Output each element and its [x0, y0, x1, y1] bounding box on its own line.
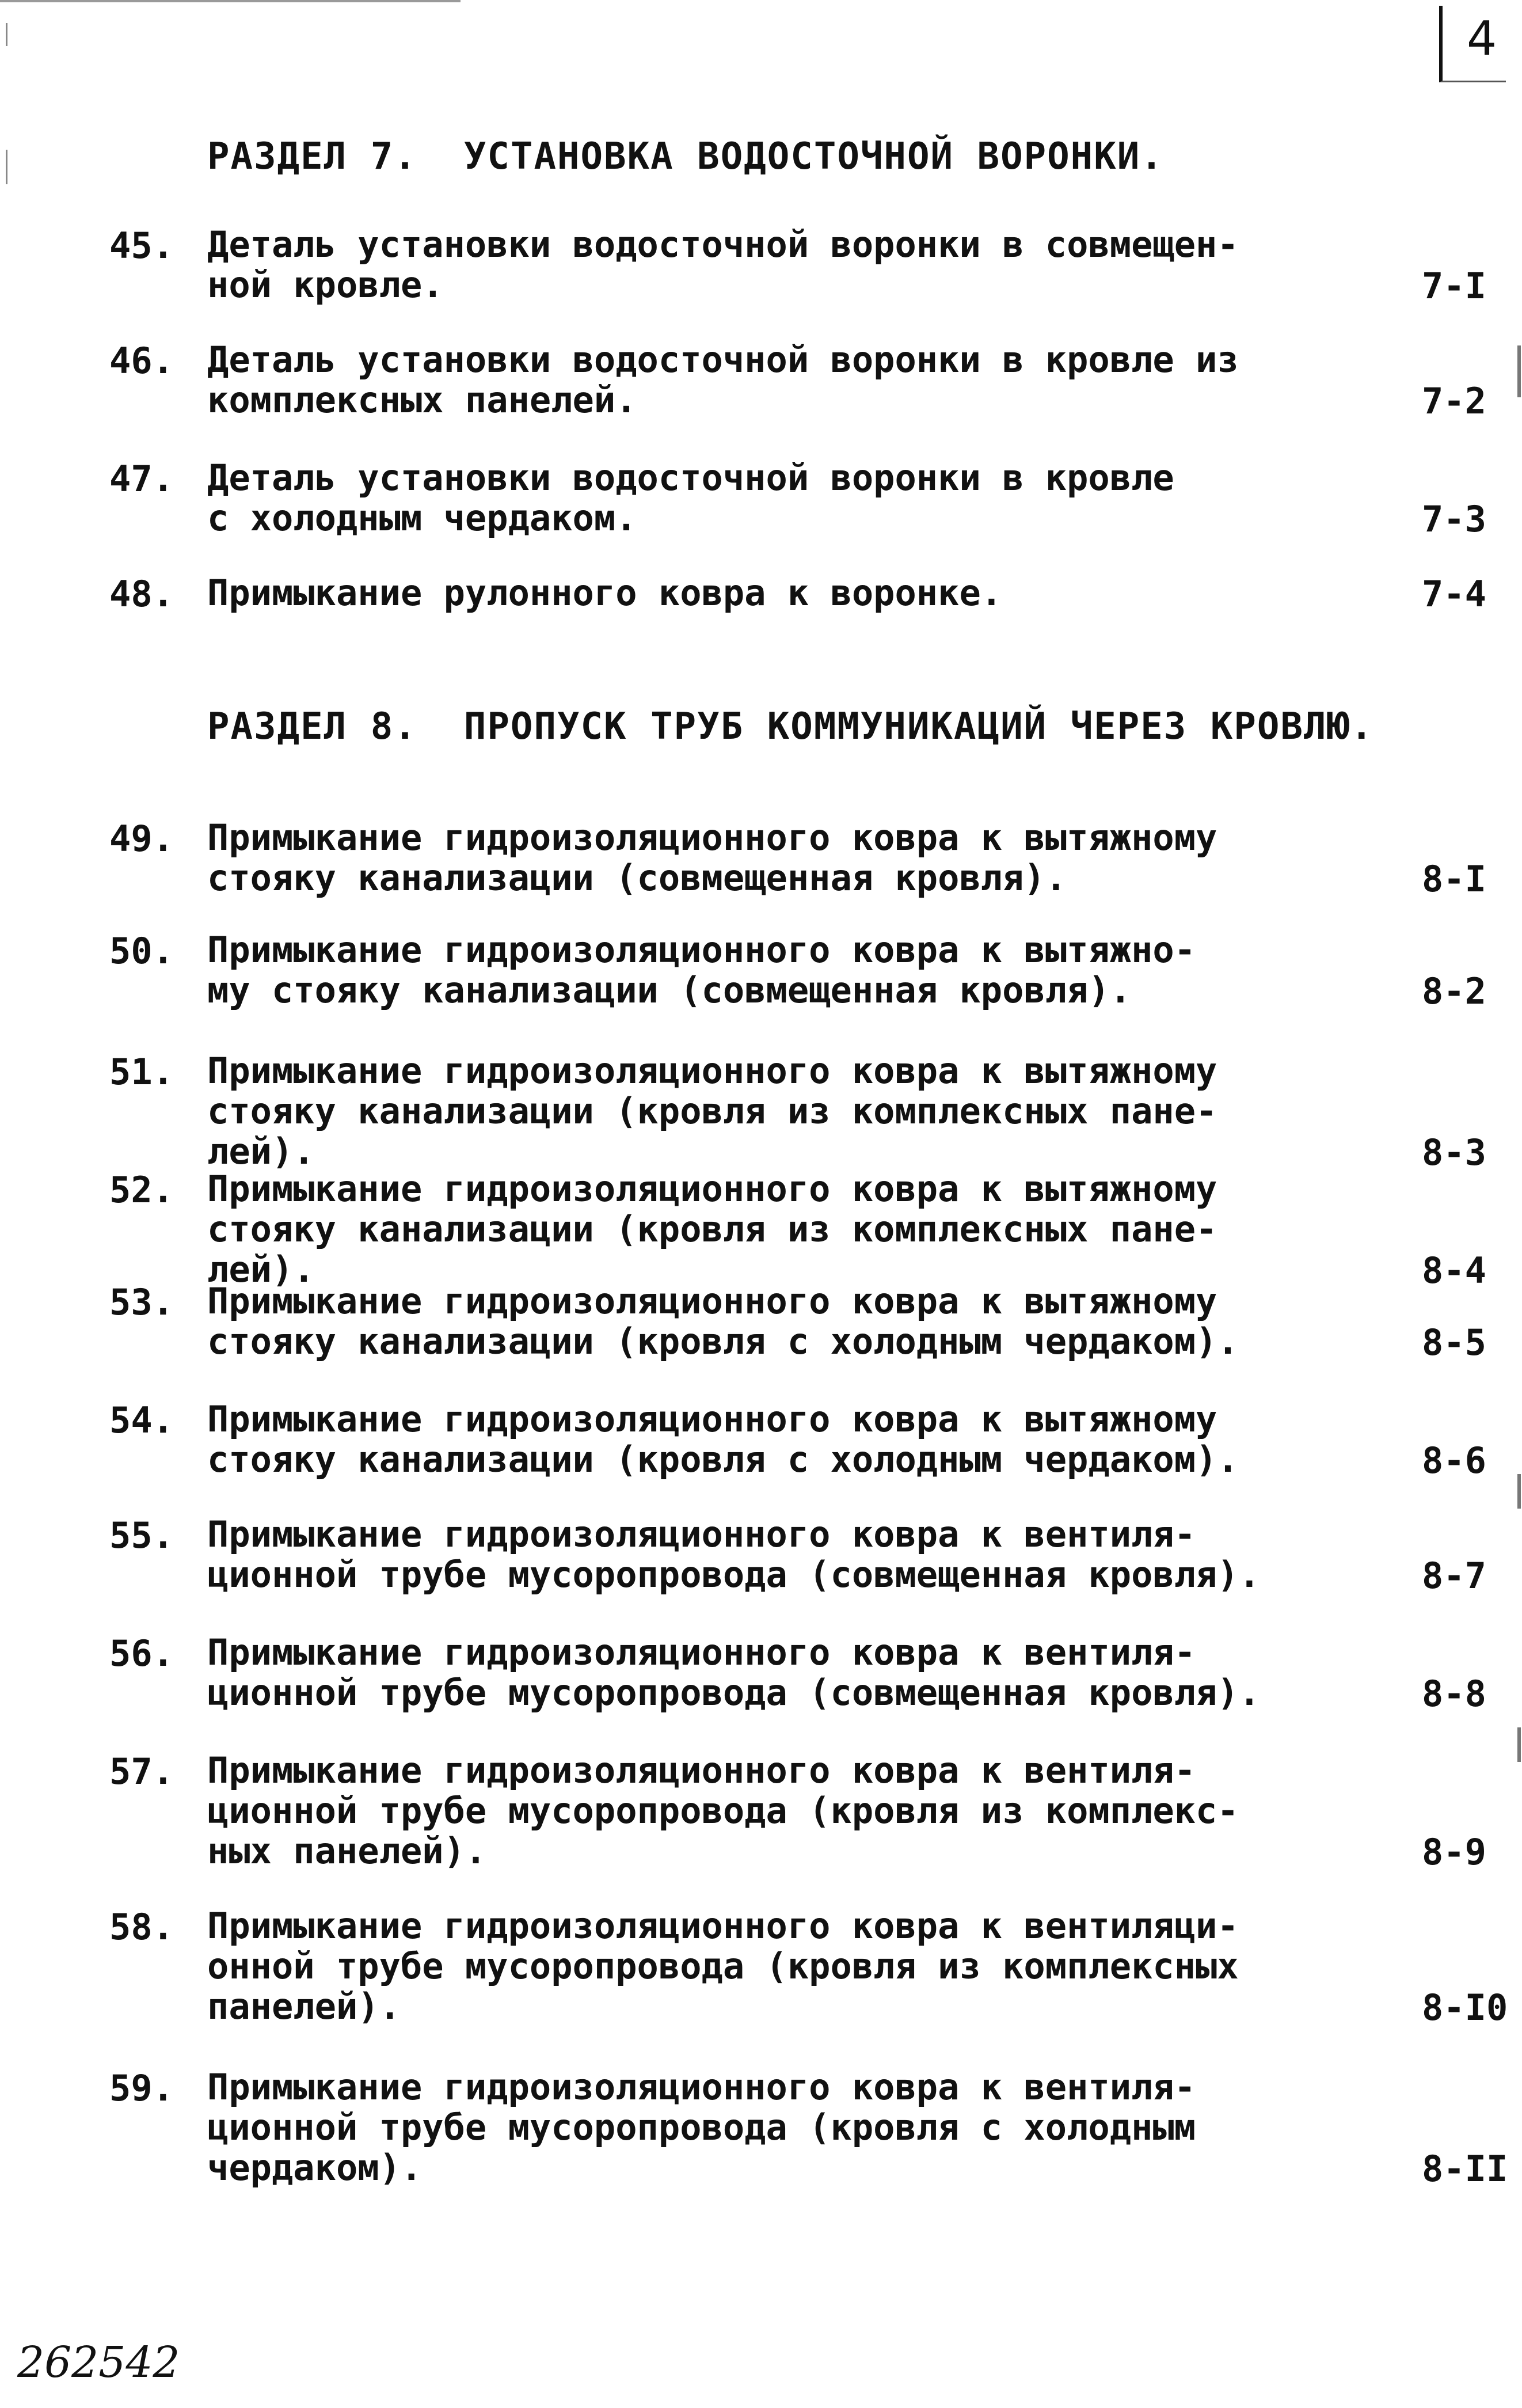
entry-title-line: Примыкание гидроизоляционного ковра к вентиля-: [207, 2066, 1196, 2108]
entry-title-line: Примыкание гидроизоляционного ковра к вытяжному: [207, 1280, 1217, 1322]
entry-sheet-code: 8-2: [1422, 970, 1486, 1012]
entry-title-line: Примыкание гидроизоляционного ковра к вентиля-: [207, 1631, 1196, 1673]
scan-artifact-left: [6, 23, 7, 46]
page-number: 4: [1467, 12, 1497, 66]
scan-artifact-right: [1517, 1727, 1521, 1762]
entry-title-line: Примыкание гидроизоляционного ковра к вентиля-: [207, 1513, 1196, 1555]
entry-title-line: ной кровле.: [207, 264, 444, 306]
entry-sheet-code: 8-9: [1422, 1831, 1486, 1873]
entry-number: 48.: [109, 573, 174, 615]
entry-number: 54.: [109, 1399, 174, 1441]
entry-title-line: стояку канализации (кровля из комплексных пане-: [207, 1208, 1217, 1250]
scan-artifact-left: [6, 150, 7, 184]
entry-title-line: Примыкание гидроизоляционного ковра к вентиляци-: [207, 1905, 1239, 1947]
entry-sheet-code: 8-6: [1422, 1440, 1486, 1482]
entry-title-line: Примыкание гидроизоляционного ковра к вентиля-: [207, 1749, 1196, 1791]
entry-number: 56.: [109, 1632, 174, 1674]
entry-number: 45.: [109, 225, 174, 267]
entry-title-line: онной трубе мусоропровода (кровля из комплексных: [207, 1945, 1239, 1987]
entry-title-line: Примыкание гидроизоляционного ковра к вытяжному: [207, 1168, 1217, 1210]
entry-title-line: Примыкание гидроизоляционного ковра к вытяжному: [207, 1050, 1217, 1092]
section-header: РАЗДЕЛ 8. ПРОПУСК ТРУБ КОММУНИКАЦИЙ ЧЕРЕЗ КРОВЛЮ.: [207, 705, 1374, 748]
entry-number: 46.: [109, 340, 174, 382]
entry-title-line: ционной трубе мусоропровода (кровля с холодным: [207, 2106, 1196, 2148]
entry-title-line: стояку канализации (совмещенная кровля).: [207, 857, 1067, 899]
entry-sheet-code: 8-7: [1422, 1555, 1486, 1597]
entry-title-line: лей).: [207, 1130, 315, 1172]
entry-title-line: ных панелей).: [207, 1830, 487, 1872]
entry-title-line: стояку канализации (кровля с холодным чердаком).: [207, 1320, 1239, 1362]
entry-number: 55.: [109, 1514, 174, 1556]
entry-sheet-code: 8-II: [1422, 2148, 1508, 2190]
entry-title-line: ционной трубе мусоропровода (совмещенная кровля).: [207, 1672, 1261, 1714]
entry-title-line: с холодным чердаком.: [207, 497, 637, 539]
entry-sheet-code: 7-2: [1422, 380, 1486, 422]
entry-title-line: Деталь установки водосточной воронки в совмещен-: [207, 223, 1239, 265]
entry-title-line: стояку канализации (кровля из комплексных пане-: [207, 1090, 1217, 1132]
entry-sheet-code: 7-3: [1422, 498, 1486, 540]
entry-number: 49.: [109, 818, 174, 860]
entry-number: 57.: [109, 1750, 174, 1792]
entry-number: 53.: [109, 1281, 174, 1323]
entry-title-line: лей).: [207, 1248, 315, 1290]
entry-number: 58.: [109, 1906, 174, 1948]
entry-number: 59.: [109, 2067, 174, 2109]
entry-title-line: панелей).: [207, 1985, 401, 2027]
entry-title-line: Примыкание гидроизоляционного ковра к вытяжному: [207, 816, 1217, 859]
entry-sheet-code: 8-I: [1422, 858, 1486, 900]
entry-title-line: чердаком).: [207, 2147, 423, 2189]
scan-artifact-right: [1517, 345, 1521, 397]
entry-sheet-code: 8-3: [1422, 1131, 1486, 1173]
entry-sheet-code: 8-8: [1422, 1673, 1486, 1715]
entry-sheet-code: 8-I0: [1422, 1987, 1508, 2029]
entry-title-line: ционной трубе мусоропровода (кровля из комплекс-: [207, 1790, 1239, 1832]
entry-title-line: стояку канализации (кровля с холодным чердаком).: [207, 1438, 1239, 1480]
scan-artifact-right: [1517, 1474, 1521, 1509]
entry-number: 50.: [109, 930, 174, 972]
entry-title-line: ционной трубе мусоропровода (совмещенная кровля).: [207, 1554, 1261, 1596]
entry-sheet-code: 7-4: [1422, 573, 1486, 615]
entry-title-line: Примыкание рулонного ковра к воронке.: [207, 572, 1003, 614]
entry-title-line: комплексных панелей.: [207, 379, 637, 421]
entry-number: 47.: [109, 458, 174, 500]
section-header: РАЗДЕЛ 7. УСТАНОВКА ВОДОСТОЧНОЙ ВОРОНКИ.: [207, 135, 1164, 178]
entry-number: 52.: [109, 1169, 174, 1211]
entry-title-line: Примыкание гидроизоляционного ковра к вытяжно-: [207, 929, 1196, 971]
entry-title-line: Деталь установки водосточной воронки в кровле из: [207, 339, 1239, 381]
entry-sheet-code: 8-4: [1422, 1249, 1486, 1292]
entry-sheet-code: 8-5: [1422, 1321, 1486, 1363]
entry-sheet-code: 7-I: [1422, 265, 1486, 307]
scan-artifact-top: [0, 0, 461, 2]
handwritten-number: 262542: [17, 2338, 180, 2387]
entry-title-line: Примыкание гидроизоляционного ковра к вытяжному: [207, 1398, 1217, 1440]
entry-title-line: му стояку канализации (совмещенная кровля).: [207, 969, 1132, 1011]
entry-title-line: Деталь установки водосточной воронки в кровле: [207, 457, 1174, 499]
entry-number: 51.: [109, 1051, 174, 1093]
